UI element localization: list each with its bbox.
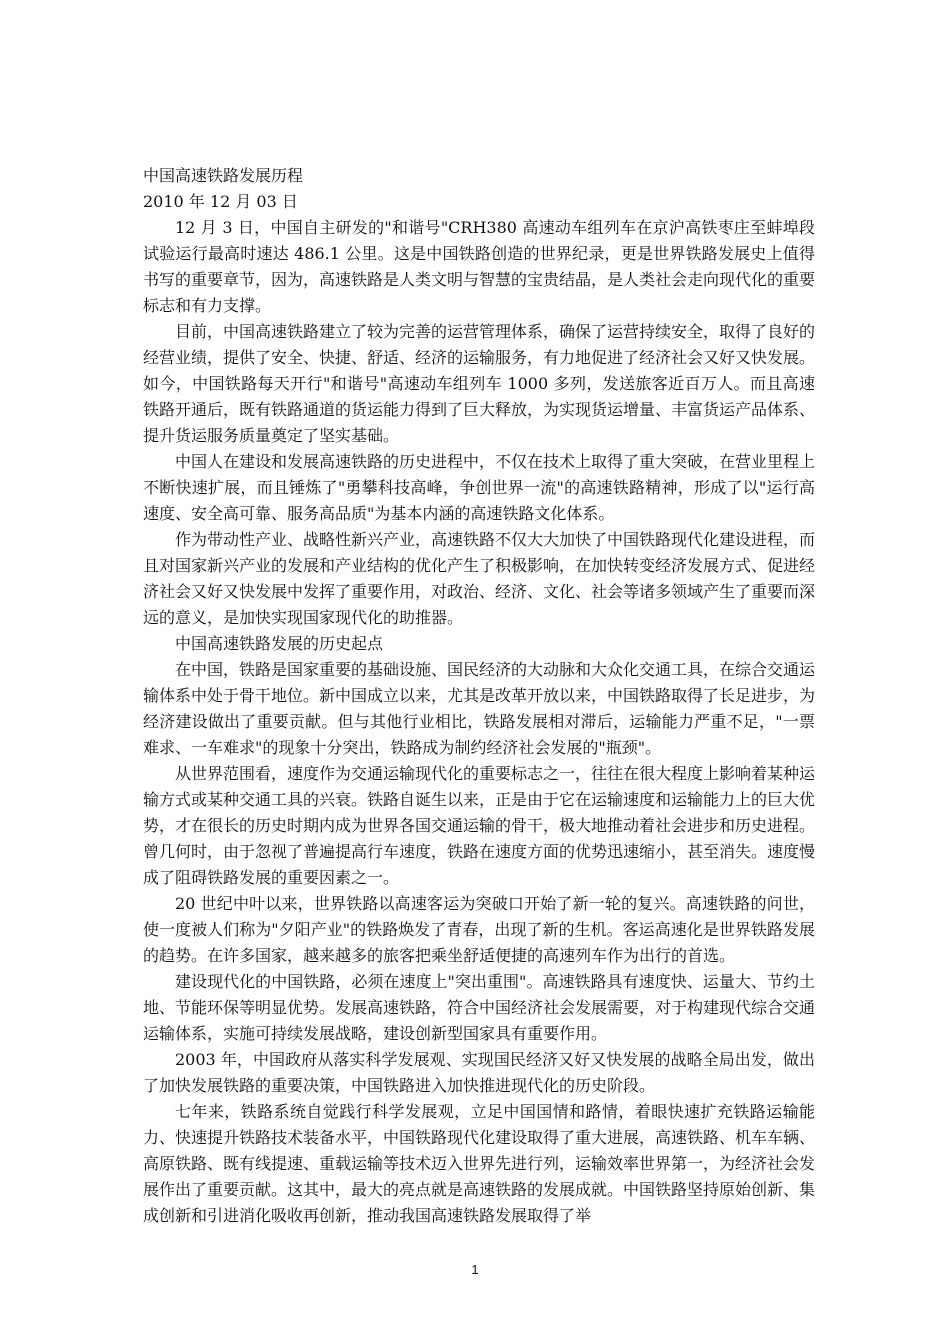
- paragraph: 建设现代化的中国铁路，必须在速度上"突出重围"。高速铁路具有速度快、运量大、节约土地、节能环保等明显优势。发展高速铁路，符合中国经济社会发展需要，对于构建现代综合交通运输体系，实施可持续发展战略，建设创新型国家具有重要作用。: [143, 972, 816, 1043]
- paragraph: 2003 年，中国政府从落实科学发展观、实现国民经济又好又快发展的战略全局出发，做出了加快发展铁路的重要决策，中国铁路进入加快推进现代化的历史阶段。: [143, 1050, 815, 1095]
- paragraph: 七年来，铁路系统自觉践行科学发展观，立足中国国情和路情，着眼快速扩充铁路运输能力、快速提升铁路技术装备水平，中国铁路现代化建设取得了重大进展，高速铁路、机车车辆、高原铁路、既有线提速、重载运输等技术迈入世界先进行列，运输效率世界第一，为经济社会发展作出了重要贡献。这其中，最大的亮点就是高速铁路的发展成就。中国铁路坚持原始创新、集成创新和引进消化吸收再创新，推动我国高速铁路发展取得了举: [143, 1102, 816, 1225]
- paragraph: 在中国，铁路是国家重要的基础设施、国民经济的大动脉和大众化交通工具，在综合交通运输体系中处于骨干地位。新中国成立以来，尤其是改革开放以来，中国铁路取得了长足进步，为经济建设做出了重要贡献。但与其他行业相比，铁路发展相对滞后，运输能力严重不足，"一票难求、一车难求"的现象十分突出，铁路成为制约经济社会发展的"瓶颈"。: [143, 660, 816, 757]
- paragraph: 20 世纪中叶以来，世界铁路以高速客运为突破口开始了新一轮的复兴。高速铁路的问世，使一度被人们称为"夕阳产业"的铁路焕发了青春，出现了新的生机。客运高速化是世界铁路发展的趋势。在许多国家，越来越多的旅客把乘坐舒适便捷的高速列车作为出行的首选。: [143, 894, 815, 965]
- paragraph: 目前，中国高速铁路建立了较为完善的运营管理体系，确保了运营持续安全，取得了良好的经营业绩，提供了安全、快捷、舒适、经济的运输服务，有力地促进了经济社会又好又快发展。如今，中国铁路每天开行"和谐号"高速动车组列车 1000 多列，发送旅客近百万人。而且高速铁路开通后，既有铁路通道的货运能力得到了巨大释放，为实现货运增量、丰富货运产品体系、提升货运服务质量奠定了坚实基础。: [143, 322, 816, 445]
- paragraph: 12 月 3 日，中国自主研发的"和谐号"CRH380 高速动车组列车在京沪高铁枣庄至蚌埠段试验运行最高时速达 486.1 公里。这是中国铁路创造的世界纪录，更是世界铁路发展史上值得书写的重要章节，因为，高速铁路是人类文明与智慧的宝贵结晶，是人类社会走向现代化的重要标志和有力支撑。: [143, 218, 816, 315]
- document-title: 中国高速铁路发展历程: [143, 166, 304, 185]
- paragraph: 中国人在建设和发展高速铁路的历史进程中，不仅在技术上取得了重大突破，在营业里程上不断快速扩展，而且锤炼了"勇攀科技高峰，争创世界一流"的高速铁路精神，形成了以"运行高速度、安全高可靠、服务高品质"为基本内涵的高速铁路文化体系。: [143, 452, 816, 523]
- document-body: [143, 163, 815, 1229]
- page-number: 1: [471, 1262, 479, 1277]
- document-date: 2010 年 12 月 03 日: [143, 192, 298, 211]
- paragraph: 从世界范围看，速度作为交通运输现代化的重要标志之一，往往在很大程度上影响着某种运输方式或某种交通工具的兴衰。铁路自诞生以来，正是由于它在运输速度和运输能力上的巨大优势，才在很长的历史时期内成为世界各国交通运输的骨干，极大地推动着社会进步和历史进程。曾几何时，由于忽视了普遍提高行车速度，铁路在速度方面的优势迅速缩小，甚至消失。速度慢成了阻碍铁路发展的重要因素之一。: [143, 764, 816, 887]
- section-heading: 中国高速铁路发展的历史起点: [175, 634, 384, 653]
- paragraph: 作为带动性产业、战略性新兴产业，高速铁路不仅大大加快了中国铁路现代化建设进程，而且对国家新兴产业的发展和产业结构的优化产生了积极影响，在加快转变经济发展方式、促进经济社会又好又快发展中发挥了重要作用，对政治、经济、文化、社会等诸多领域产生了重要而深远的意义，是加快实现国家现代化的助推器。: [143, 530, 816, 627]
